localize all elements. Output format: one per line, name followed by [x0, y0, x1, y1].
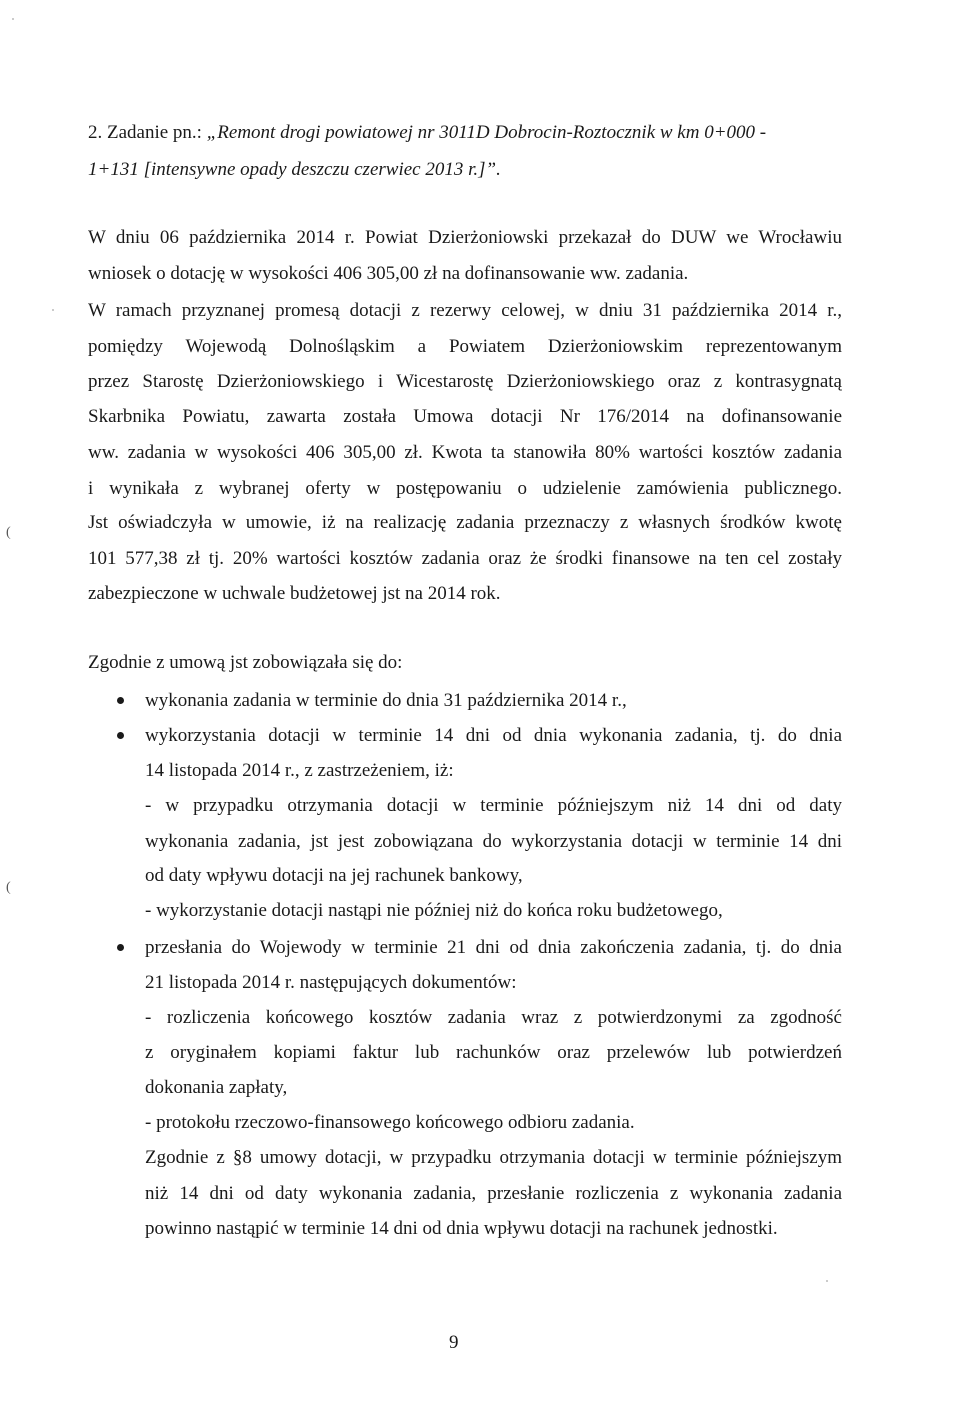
- obligations-intro: Zgodnie z umową jst zobowiązała się do:: [88, 652, 403, 673]
- scan-margin-mark-1: (: [6, 525, 11, 540]
- paragraph-2-line-6: i wynikała z wybranej oferty w postępowaniu o udzielenie zamówienia publicznego.: [88, 478, 842, 499]
- bullet-3-line-1: przesłania do Wojewody w terminie 21 dni od dnia zakończenia zadania, tj. do dnia: [145, 937, 842, 958]
- bullet-1-line-1: wykonania zadania w terminie do dnia 31 października 2014 r.,: [145, 690, 627, 711]
- bullet-3-line-9: powinno nastąpić w terminie 14 dni od dnia wpływu dotacji na rachunek jednostki.: [145, 1218, 778, 1239]
- bullet-1-marker: [117, 697, 124, 704]
- bullet-2-marker: [117, 732, 124, 739]
- bullet-2-line-1: wykorzystania dotacji w terminie 14 dni od dnia wykonania zadania, tj. do dnia: [145, 725, 842, 746]
- bullet-2-line-3: - w przypadku otrzymania dotacji w terminie późniejszym niż 14 dni od daty: [145, 795, 842, 816]
- page-number: 9: [449, 1332, 459, 1353]
- bullet-3-line-5: dokonania zapłaty,: [145, 1077, 288, 1098]
- paragraph-2-line-8: 101 577,38 zł tj. 20% wartości kosztów zadania oraz że środki finansowe na ten cel zostały: [88, 548, 842, 569]
- bullet-2-line-6: - wykorzystanie dotacji nastąpi nie później niż do końca roku budżetowego,: [145, 900, 723, 921]
- bullet-2-line-2: 14 listopada 2014 r., z zastrzeżeniem, iż:: [145, 760, 454, 781]
- bullet-3-line-4: z oryginałem kopiami faktur lub rachunków oraz przelewów lub potwierdzeń: [145, 1042, 842, 1063]
- paragraph-2-line-1: W ramach przyznanej promesą dotacji z rezerwy celowej, w dniu 31 października 2014 r.,: [88, 300, 842, 321]
- paragraph-2-line-5: ww. zadania w wysokości 406 305,00 zł. Kwota ta stanowiła 80% wartości kosztów zadania: [88, 442, 842, 463]
- paragraph-2-line-4: Skarbnika Powiatu, zawarta została Umowa dotacji Nr 176/2014 na dofinansowanie: [88, 406, 842, 427]
- paragraph-2-line-3: przez Starostę Dzierżoniowskiego i Wicestarostę Dzierżoniowskiego oraz z kontrasygnatą: [88, 371, 842, 392]
- scan-margin-mark-2: (: [6, 880, 11, 895]
- paragraph-2-line-9: zabezpieczone w uchwale budżetowej jst na 2014 rok.: [88, 583, 501, 604]
- section-heading-continuation: [88, 158, 501, 182]
- scan-speck-2: [52, 309, 54, 311]
- bullet-3-marker: [117, 944, 124, 951]
- bullet-3-line-6: - protokołu rzeczowo-finansowego końcowego odbioru zadania.: [145, 1112, 635, 1133]
- bullet-3-line-8: niż 14 dni od daty wykonania zadania, przesłanie rozliczenia z wykonania zadania: [145, 1183, 842, 1204]
- bullet-3-line-2: 21 listopada 2014 r. następujących dokumentów:: [145, 972, 517, 993]
- scan-speck-3: [826, 1280, 828, 1282]
- section-heading-title-part1: „Remont drogi powiatowej nr 3011D Dobrocin-Roztocznik w km 0+000 -: [206, 122, 767, 143]
- bullet-2-line-5: od daty wpływu dotacji na jej rachunek bankowy,: [145, 865, 523, 886]
- section-heading-prefix: 2. Zadanie pn.:: [88, 122, 207, 143]
- bullet-2-line-4: wykonania zadania, jst jest zobowiązana do wykorzystania dotacji w terminie 14 dni: [145, 831, 842, 852]
- section-heading-title-part2: 1+131 [intensywne opady deszczu czerwiec 2013 r.]”.: [88, 159, 501, 180]
- section-heading: [88, 121, 766, 145]
- bullet-3-line-7: Zgodnie z §8 umowy dotacji, w przypadku otrzymania dotacji w terminie późniejszym: [145, 1147, 842, 1168]
- bullet-3-line-3: - rozliczenia końcowego kosztów zadania wraz z potwierdzonymi za zgodność: [145, 1007, 842, 1028]
- scan-speck-1: [12, 18, 14, 20]
- paragraph-2-line-7: Jst oświadczyła w umowie, iż na realizację zadania przeznaczy z własnych środków kwotę: [88, 512, 842, 533]
- paragraph-1-line-1: W dniu 06 października 2014 r. Powiat Dzierżoniowski przekazał do DUW we Wrocławiu: [88, 227, 842, 248]
- paragraph-2-line-2: pomiędzy Wojewodą Dolnośląskim a Powiatem Dzierżoniowskim reprezentowanym: [88, 336, 842, 357]
- paragraph-1-line-2: wniosek o dotację w wysokości 406 305,00 zł na dofinansowanie ww. zadania.: [88, 263, 689, 284]
